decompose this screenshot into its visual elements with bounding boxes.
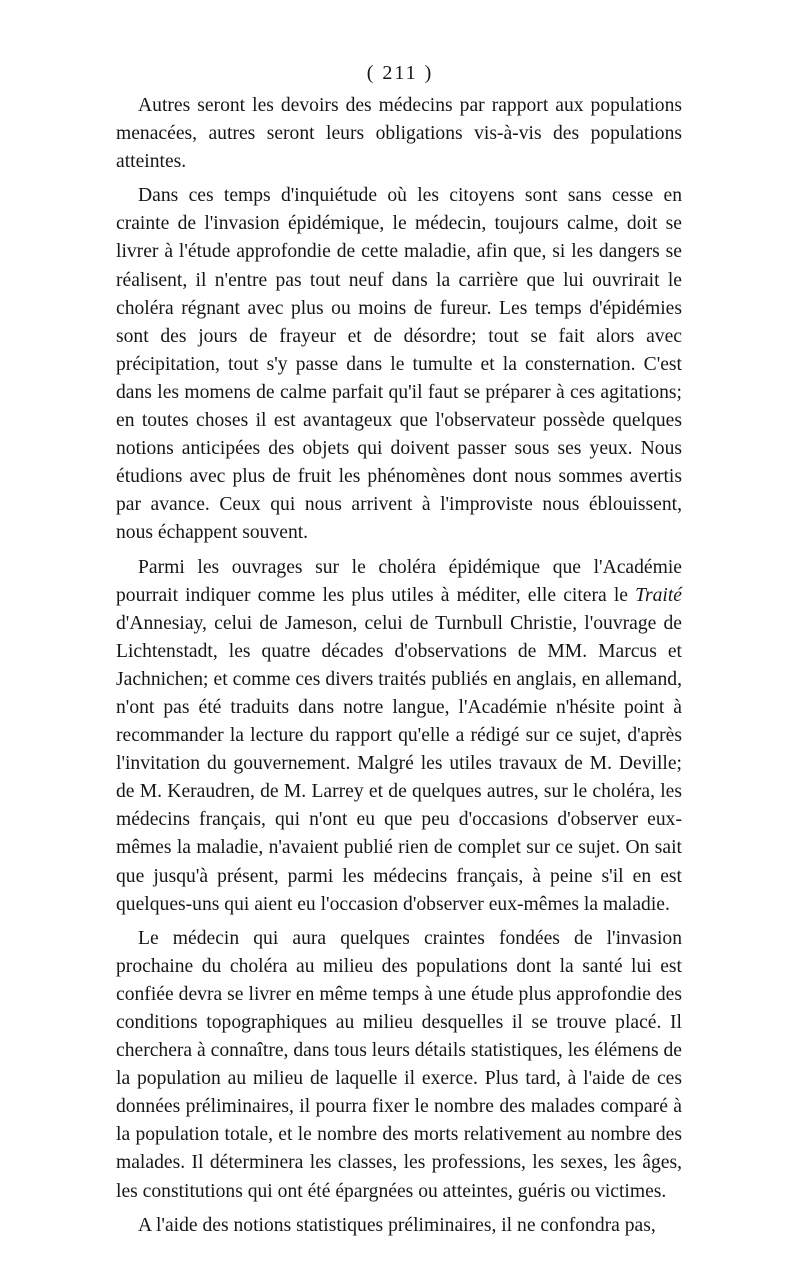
paragraph-3 — [116, 554, 682, 919]
body-text — [116, 92, 682, 1246]
paragraph-1: Autres seront les devoirs des médecins par rapport aux populations menacées, autres seront leurs obligations vis-à-vis des populations atteintes. — [116, 95, 682, 173]
paragraph-5: A l'aide des notions statistiques préliminaires, il ne confondra pas, — [138, 1214, 656, 1236]
page-number: ( 211 ) — [366, 62, 434, 84]
paragraph-4: Le médecin qui aura quelques craintes fondées de l'invasion prochaine du choléra au milieu des populations dont la santé lui est confiée devra se livrer en même temps à une étude plus approfondie des conditions topographiques au milieu desquelles il se trouve placé. Il cherchera à connaître, dans tous leurs détails statistiques, les élémens de la population au milieu de laquelle il exerce. Plus tard, à l'aide de ces données préliminaires, il pourra fixer le nombre des malades comparé à la population totale, et le nombre des morts relativement au nombre des malades. Il déterminera les classes, les professions, les sexes, les âges, les constitutions qui ont été épargnées ou atteintes, guéris ou victimes. — [116, 927, 682, 1202]
paragraph-3-rest: d'Annesiay, celui de Jameson, celui de Turnbull Christie, l'ouvrage de Lichtenstadt, les quatre décades d'observations de MM. Marcus et Jachnichen; et comme ces divers traités publiés en anglais, en allemand, n'ont pas été traduits dans notre langue, l'Académie n'hésite point à recommander la lecture du rapport qu'elle a rédigé sur ce sujet, d'après l'invitation du gouvernement. Malgré les utiles travaux de M. Deville; de M. Keraudren, de M. Larrey et de quelques autres, sur le choléra, les médecins français, qui n'ont eu que peu d'occasions d'observer eux-mêmes la maladie, n'avaient publié rien de complet sur ce sujet. On sait que jusqu'à présent, parmi les médecins français, à peine s'il en est quelques-uns qui aient eu l'occasion d'observer eux-mêmes la maladie. — [116, 612, 682, 915]
italic-title-traite: Traité — [635, 584, 682, 606]
paragraph-3-start: Parmi les ouvrages sur le choléra épidémique que l'Académie pourrait indiquer comme les plus utiles à méditer, elle citera le — [116, 556, 682, 606]
paragraph-2: Dans ces temps d'inquiétude où les citoyens sont sans cesse en crainte de l'invasion épidémique, le médecin, toujours calme, doit se livrer à l'étude approfondie de cette maladie, afin que, si les dangers se réalisent, il n'entre pas tout neuf dans la carrière que lui ouvrirait le choléra régnant avec plus ou moins de fureur. Les temps d'épidémies sont des jours de frayeur et de désordre; tout se fait alors avec précipitation, tout s'y passe dans le tumulte et la consternation. C'est dans les momens de calme parfait qu'il faut se préparer à ces agitations; en toutes choses il est avantageux que l'observateur possède quelques notions anticipées des objets qui doivent passer sous ses yeux. Nous étudions avec plus de fruit les phénomènes dont nous sommes avertis par avance. Ceux qui nous arrivent à l'improviste nous éblouissent, nous échappent souvent. — [116, 185, 682, 544]
